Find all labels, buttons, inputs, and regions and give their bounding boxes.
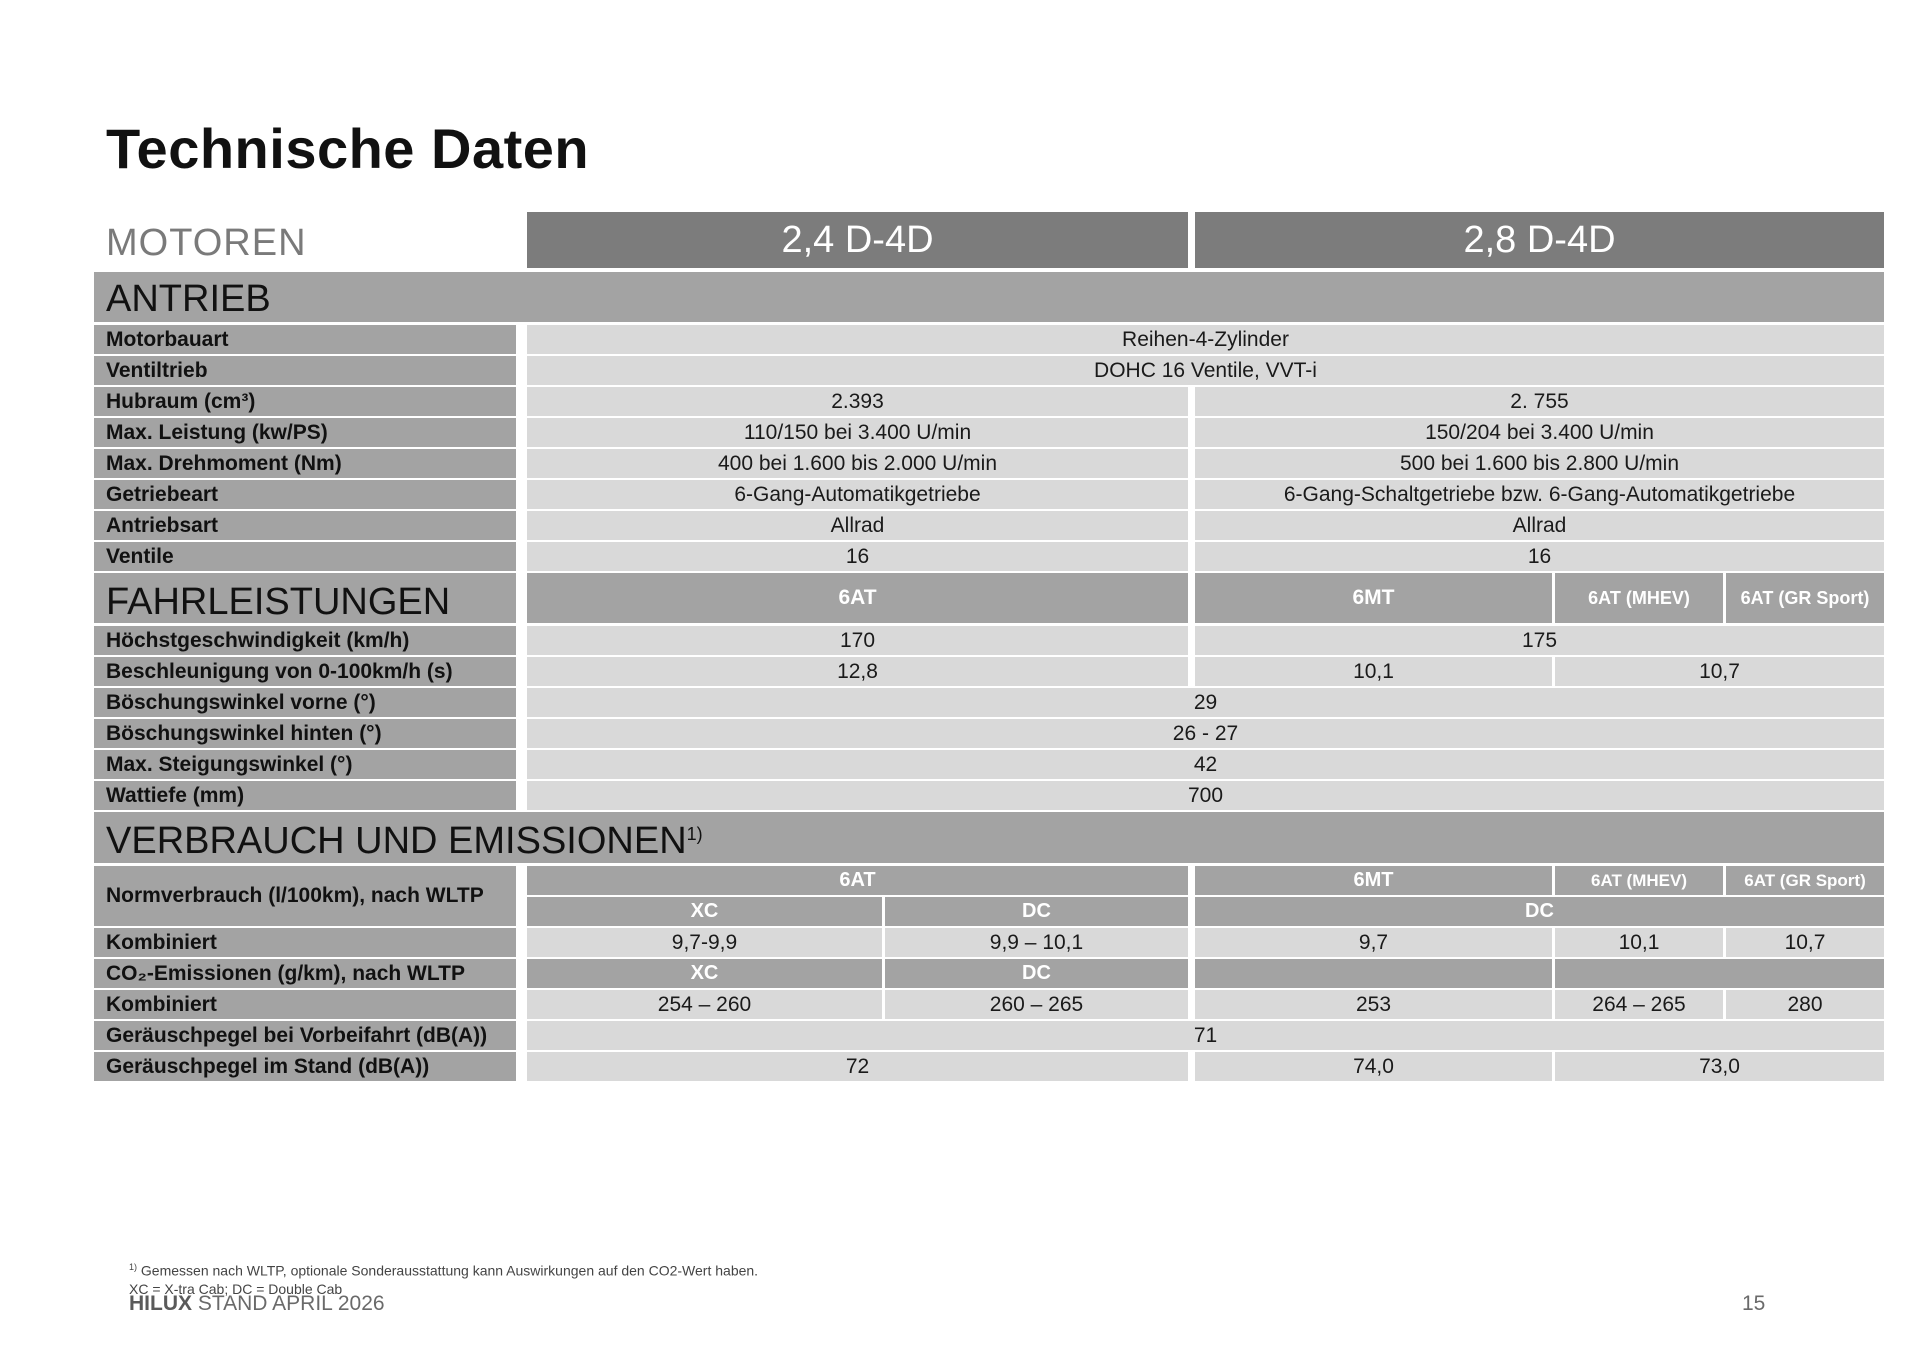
cell-co2-gr-sport: 280 <box>1726 990 1884 1019</box>
cell-hoechstgeschwindigkeit-28: 175 <box>1195 626 1884 655</box>
cell-leistung-28: 150/204 bei 3.400 U/min <box>1195 418 1884 447</box>
sub-header-6mt-verbrauch: 6MT <box>1195 866 1552 895</box>
page-title: Technische Daten <box>106 117 590 180</box>
row-label-drehmoment: Max. Drehmoment (Nm) <box>94 449 516 478</box>
footnote-wltp-marker: 1) <box>129 1262 138 1272</box>
cell-stand-6at: 72 <box>527 1052 1188 1081</box>
cell-ventiltrieb: DOHC 16 Ventile, VVT-i <box>527 356 1884 385</box>
cell-stand-6mt: 74,0 <box>1195 1052 1552 1081</box>
motoren-label: MOTOREN <box>106 222 307 264</box>
cell-leistung-24: 110/150 bei 3.400 U/min <box>527 418 1188 447</box>
cell-drehmoment-28: 500 bei 1.600 bis 2.800 U/min <box>1195 449 1884 478</box>
row-label-motorbauart: Motorbauart <box>94 325 516 354</box>
cell-hubraum-24: 2.393 <box>527 387 1188 416</box>
row-label-beschleunigung: Beschleunigung von 0-100km/h (s) <box>94 657 516 686</box>
section-verbrauch-emissionen <box>94 812 1884 863</box>
sub-header-dc: DC <box>885 897 1188 926</box>
sub-header-6at-verbrauch: 6AT <box>527 866 1188 895</box>
row-label-leistung: Max. Leistung (kw/PS) <box>94 418 516 447</box>
sub-header-6mt: 6MT <box>1195 573 1552 623</box>
cell-verbrauch-6mt: 9,7 <box>1195 928 1552 957</box>
cell-getriebeart-28: 6-Gang-Schaltgetriebe bzw. 6-Gang-Automatikgetriebe <box>1195 480 1884 509</box>
cell-beschleunigung-6at-28: 10,7 <box>1555 657 1884 686</box>
cell-steigungswinkel: 42 <box>527 750 1884 779</box>
section-antrieb <box>94 272 1884 322</box>
co2-header-blank-6mt <box>1195 959 1552 988</box>
row-label-ventile: Ventile <box>94 542 516 571</box>
footnote-cab: XC = X-tra Cab; DC = Double Cab <box>129 1281 343 1297</box>
cell-verbrauch-gr-sport: 10,7 <box>1726 928 1884 957</box>
footnote-wltp <box>129 1262 758 1279</box>
footnote-marker: 1) <box>686 824 703 844</box>
cell-boeschung-vorne: 29 <box>527 688 1884 717</box>
row-label-kombiniert-co2: Kombiniert <box>94 990 516 1019</box>
footnote-wltp-text: Gemessen nach WLTP, optionale Sonderausstattung kann Auswirkungen auf den CO2-Wert haben. <box>140 1262 759 1279</box>
cell-stand-6at-28: 73,0 <box>1555 1052 1884 1081</box>
sub-header-6at-gr-sport: 6AT (GR Sport) <box>1726 573 1884 623</box>
page-number: 15 <box>1742 1292 1766 1315</box>
cell-co2-6mt: 253 <box>1195 990 1552 1019</box>
cell-hoechstgeschwindigkeit-24: 170 <box>527 626 1188 655</box>
engine-header-28: 2,8 D-4D <box>1195 212 1884 268</box>
sub-header-mhev-verbrauch: 6AT (MHEV) <box>1555 866 1723 895</box>
cell-verbrauch-mhev: 10,1 <box>1555 928 1723 957</box>
row-label-getriebeart: Getriebeart <box>94 480 516 509</box>
cell-ventile-28: 16 <box>1195 542 1884 571</box>
section-title-fahrleistungen: FAHRLEISTUNGEN <box>106 581 451 623</box>
row-label-steigungswinkel: Max. Steigungswinkel (°) <box>94 750 516 779</box>
row-label-stand: Geräuschpegel im Stand (dB(A)) <box>94 1052 516 1081</box>
cell-co2-xc: 254 – 260 <box>527 990 882 1019</box>
footer-stand-text: STAND APRIL 2026 <box>197 1292 385 1315</box>
sub-header-6at: 6AT <box>527 573 1188 623</box>
sub-header-6at-mhev: 6AT (MHEV) <box>1555 573 1723 623</box>
cell-verbrauch-xc: 9,7-9,9 <box>527 928 882 957</box>
footer-stand <box>129 1292 385 1316</box>
cell-hubraum-28: 2. 755 <box>1195 387 1884 416</box>
co2-header-blank-6at <box>1555 959 1884 988</box>
section-fahrleistungen <box>94 573 516 623</box>
cell-boeschung-hinten: 26 - 27 <box>527 719 1884 748</box>
cell-antriebsart-28: Allrad <box>1195 511 1884 540</box>
cell-drehmoment-24: 400 bei 1.600 bis 2.000 U/min <box>527 449 1188 478</box>
row-label-ventiltrieb: Ventiltrieb <box>94 356 516 385</box>
sub-header-gr-sport-verbrauch: 6AT (GR Sport) <box>1726 866 1884 895</box>
row-label-antriebsart: Antriebsart <box>94 511 516 540</box>
row-label-co2: CO₂-Emissionen (g/km), nach WLTP <box>94 959 516 988</box>
cell-vorbeifahrt: 71 <box>527 1021 1884 1050</box>
cell-getriebeart-24: 6-Gang-Automatikgetriebe <box>527 480 1188 509</box>
section-title-verbrauch <box>106 820 703 863</box>
row-label-boeschung-vorne: Böschungswinkel vorne (°) <box>94 688 516 717</box>
row-label-vorbeifahrt: Geräuschpegel bei Vorbeifahrt (dB(A)) <box>94 1021 516 1050</box>
cell-motorbauart: Reihen-4-Zylinder <box>527 325 1884 354</box>
sub-header-dc-28: DC <box>1195 897 1884 926</box>
cell-antriebsart-24: Allrad <box>527 511 1188 540</box>
cell-verbrauch-dc: 9,9 – 10,1 <box>885 928 1188 957</box>
cell-co2-dc: 260 – 265 <box>885 990 1188 1019</box>
cell-beschleunigung-6at: 12,8 <box>527 657 1188 686</box>
sub-header-xc-co2: XC <box>527 959 882 988</box>
cell-co2-mhev: 264 – 265 <box>1555 990 1723 1019</box>
row-label-hubraum: Hubraum (cm³) <box>94 387 516 416</box>
footer-brand-name: HILUX <box>129 1292 192 1315</box>
cell-beschleunigung-6mt: 10,1 <box>1195 657 1552 686</box>
row-label-boeschung-hinten: Böschungswinkel hinten (°) <box>94 719 516 748</box>
row-label-normverbrauch: Normverbrauch (l/100km), nach WLTP <box>94 866 516 926</box>
section-title-verbrauch-text: VERBRAUCH UND EMISSIONEN <box>106 820 687 862</box>
section-title-antrieb: ANTRIEB <box>106 278 271 320</box>
row-label-kombiniert-verbrauch: Kombiniert <box>94 928 516 957</box>
row-label-hoechstgeschwindigkeit: Höchstgeschwindigkeit (km/h) <box>94 626 516 655</box>
cell-wattiefe: 700 <box>527 781 1884 810</box>
sub-header-dc-co2: DC <box>885 959 1188 988</box>
sub-header-xc: XC <box>527 897 882 926</box>
row-label-wattiefe: Wattiefe (mm) <box>94 781 516 810</box>
cell-ventile-24: 16 <box>527 542 1188 571</box>
engine-header-24: 2,4 D-4D <box>527 212 1188 268</box>
